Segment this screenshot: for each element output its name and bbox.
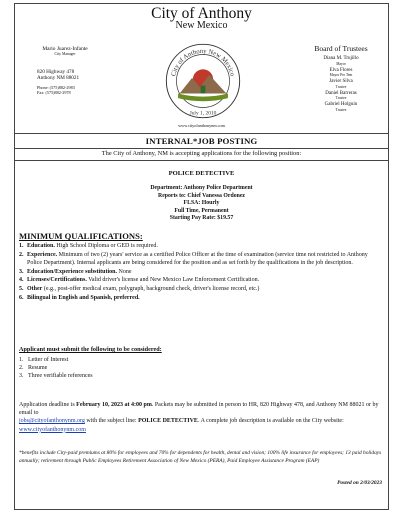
trustee-name: Daniel Barreras: [325, 90, 357, 96]
header-website: www.cityofanthonynm.com: [178, 123, 225, 128]
list-item: 1. Education. High School Diploma or GED is required.: [19, 243, 158, 249]
job-reports-to: Reports to: Chief Vanessa Ordonez: [158, 192, 245, 199]
board-of-trustees: [295, 44, 387, 114]
list-item: 2. Resume: [19, 365, 48, 372]
seal-arc-text: City of Anthony New Mexico: [170, 47, 236, 78]
email-subject: POLICE DETECTIVE: [138, 418, 198, 425]
trustee-name: Javier Silva: [329, 79, 353, 84]
divider: [15, 133, 388, 134]
qualifications-heading: MINIMUM QUALIFICATIONS:: [19, 231, 143, 241]
trustee-role: Mayor: [336, 61, 346, 66]
city-manager-title: City Manager: [54, 52, 76, 56]
divider: [15, 148, 388, 149]
trustee-role: Trustee: [335, 96, 347, 101]
seal-date-text: July 1, 2010: [189, 110, 217, 117]
applicant-requirements-heading: Applicant must submit the following to be considered:: [19, 346, 162, 353]
trustee-role: Mayor Pro Tem: [329, 73, 353, 78]
application-deadline: Application deadline is February 10, 2023 at 4:00 pm. Packets may be submitted in person to HR, 820 Highway 478, and Anthony NM 88021 or by email to jobs@cityofanthonynm.org with the subject line: POLICE DETECTIVE. A complete job description is available on the City website: www.cityofanthonynm.com: [19, 402, 379, 433]
state-subtitle: New Mexico: [175, 20, 228, 31]
divider: [15, 160, 388, 161]
list-item: 2. Experience. Minimum of two (2) years' service as a certified Police Officer at the time of examination (service time not restricted to Anthony Police Department). Internal applicants are being considered for the position and as set forth by the qualifications in the job description.: [19, 251, 368, 267]
email-link[interactable]: jobs@cityofanthonynm.org: [19, 418, 85, 425]
job-status: Full Time, Permanent: [174, 207, 229, 214]
benefits-note: *benefits include City-paid premiums at 80% for employees and 70% for dependents for health, dental and vision; 100% life insurance for employees; 13 paid holidays annually; retirement through Public Employees Retirement Association of New Mexico (PERA), Paid Employee Assistance Program (EAP): [19, 450, 382, 464]
city-manager-name: Mario Juarez-Infante: [42, 46, 88, 52]
posted-date: Posted on 2/03/2023: [337, 480, 382, 486]
job-details: [15, 185, 388, 223]
list-item: 1. Letter of Interest: [19, 357, 69, 363]
fax-number: Fax: (575)882-2978: [37, 90, 71, 96]
website-link[interactable]: www.cityofanthonynm.com: [19, 426, 86, 433]
city-seal-logo: [164, 42, 242, 120]
list-item: 3. Education/Experience substitution. None: [19, 268, 132, 275]
trustee-name: Elva Flores: [329, 67, 353, 73]
list-item: 5. Other (e.g., post-offer medical exam, polygraph, background check, driver's license record, etc.): [19, 285, 260, 292]
list-item: 4. Licenses/Certifications. Valid driver's license and New Mexico Law Enforcement Certification.: [19, 277, 260, 284]
address-line-2: Anthony NM 88021: [37, 75, 80, 82]
city-contact-block: [37, 46, 107, 95]
trustee-role: Trustee: [335, 84, 347, 89]
city-title: City of Anthony: [151, 5, 252, 22]
job-title: POLICE DETECTIVE: [168, 170, 235, 177]
list-item: 6. Bilingual in English and Spanish, preferred.: [19, 294, 140, 301]
list-item: 3. Three verifiable references: [19, 373, 93, 380]
trustee-name: Gabriel Holguin: [324, 102, 358, 107]
qualifications-list: [19, 242, 383, 302]
posting-heading: INTERNAL*JOB POSTING: [145, 136, 258, 146]
phone-number: Phone: (575)882-2983: [37, 85, 75, 91]
job-posting-page: [14, 3, 389, 510]
job-pay-rate: Starting Pay Rate: $19.57: [169, 215, 234, 222]
requirements-list: [19, 356, 93, 381]
job-department: Department: Anthony Police Department: [150, 185, 253, 191]
deadline-date: February 10, 2023 at 4:00 pm: [76, 402, 152, 408]
board-heading: Board of Trustees: [314, 44, 368, 53]
job-flsa: FLSA: Hourly: [183, 200, 220, 207]
trustee-role: Trustee: [335, 107, 347, 112]
address-line-1: 820 Highway 478: [37, 69, 75, 75]
posting-intro: The City of Anthony, NM is accepting applications for the following position:: [101, 150, 302, 157]
trustee-name: Diana M. Trujillo: [323, 56, 359, 61]
